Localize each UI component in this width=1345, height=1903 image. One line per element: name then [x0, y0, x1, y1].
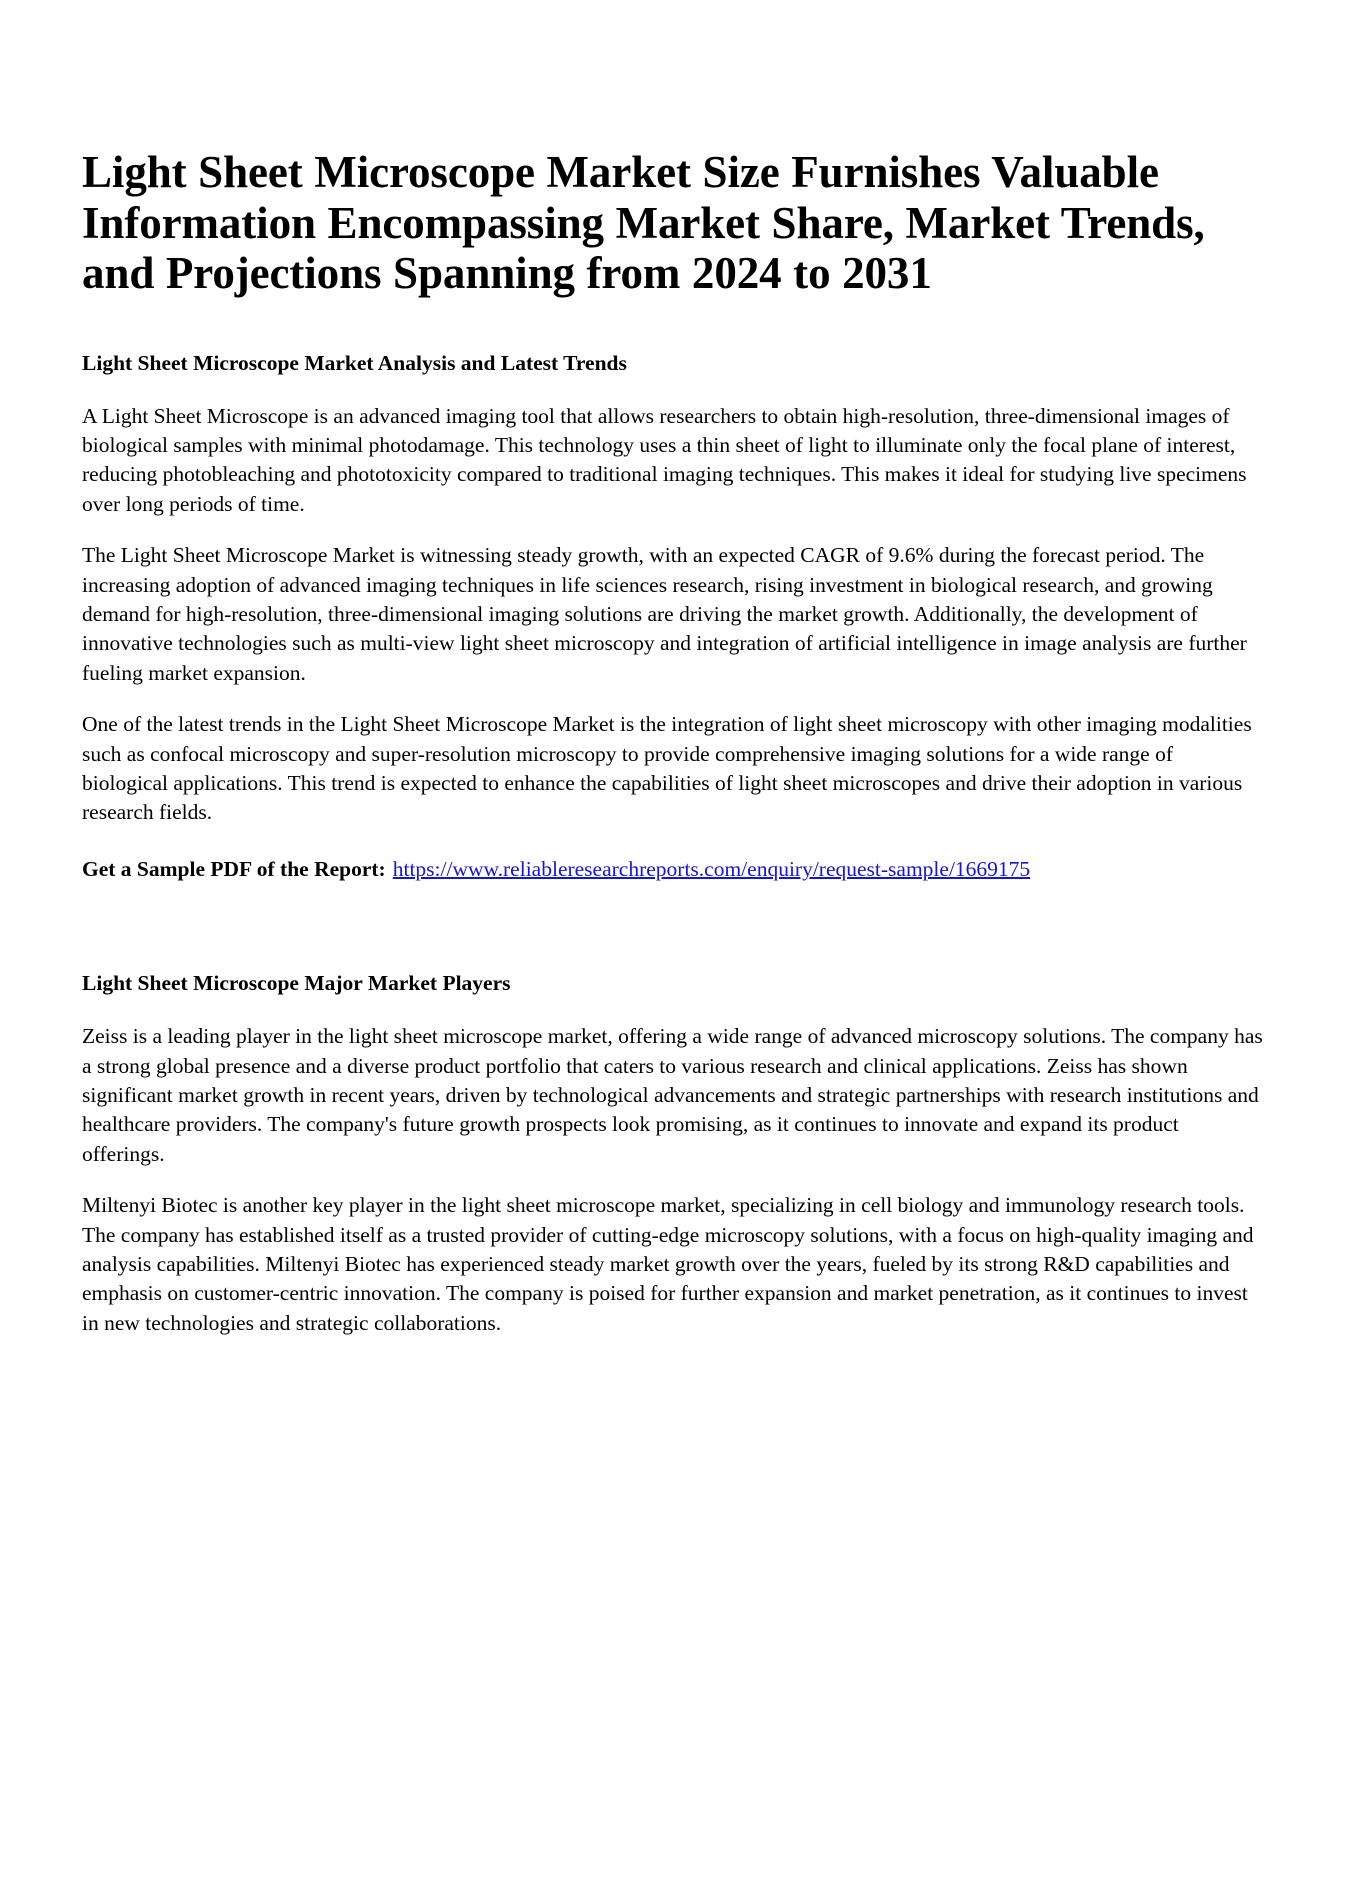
paragraph-players-miltenyi-biotec: Miltenyi Biotec is another key player in the light sheet microscope market, specializing in cell biology and immunology research tools. The company has established itself as a trusted provider of cutting-edge microscopy solutions, with a focus on high-quality imaging and analysis capabilities. Miltenyi Biotec has experienced steady market growth over the years, fueled by its strong R&D capabilities and emphasis on customer-centric innovation. The company is poised for further expansion and market penetration, as it continues to invest in new technologies and strategic collaborations. [82, 1193, 1254, 1335]
page-title: Light Sheet Microscope Market Size Furnishes Valuable Information Encompassing Market Share, Market Trends, and Projections Spanning from 2024 to 2031 [82, 147, 1205, 298]
sample-pdf-request-line [82, 828, 1264, 884]
section-heading-major-market-players: Light Sheet Microscope Major Market Players [82, 971, 511, 996]
sample-pdf-label: Get a Sample PDF of the Report: [82, 856, 386, 881]
sample-pdf-link[interactable]: https://www.reliableresearchreports.com/enquiry/request-sample/1669175 [392, 856, 1031, 881]
document-content [82, 0, 1264, 1338]
paragraph-analysis-2: The Light Sheet Microscope Market is witnessing steady growth, with an expected CAGR of 9.6% during the forecast period. The increasing adoption of advanced imaging techniques in life sciences research, rising investment in biological research, and growing demand for high-resolution, three-dimensional imaging solutions are driving the market growth. Additionally, the development of innovative technologies such as multi-view light sheet microscopy and integration of artificial intelligence in image analysis are further fueling market expansion. [82, 543, 1247, 685]
paragraph-players-zeiss: Zeiss is a leading player in the light sheet microscope market, offering a wide range of advanced microscopy solutions. The company has a strong global presence and a diverse product portfolio that caters to various research and clinical applications. Zeiss has shown significant market growth in recent years, driven by technological advancements and strategic partnerships with research institutions and healthcare providers. The company's future growth prospects look promising, as it continues to innovate and expand its product offerings. [82, 1024, 1263, 1166]
paragraph-analysis-3: One of the latest trends in the Light Sheet Microscope Market is the integration of light sheet microscopy with other imaging modalities such as confocal microscopy and super-resolution microscopy to provide comprehensive imaging solutions for a wide range of biological applications. This trend is expected to enhance the capabilities of light sheet microscopes and drive their adoption in various research fields. [82, 712, 1252, 825]
paragraph-analysis-1: A Light Sheet Microscope is an advanced imaging tool that allows researchers to obtain high-resolution, three-dimensional images of biological samples with minimal photodamage. This technology uses a thin sheet of light to illuminate only the focal plane of interest, reducing photobleaching and phototoxicity compared to traditional imaging techniques. This makes it ideal for studying live specimens over long periods of time. [82, 403, 1247, 516]
section-heading-market-analysis: Light Sheet Microscope Market Analysis and Latest Trends [82, 350, 627, 375]
